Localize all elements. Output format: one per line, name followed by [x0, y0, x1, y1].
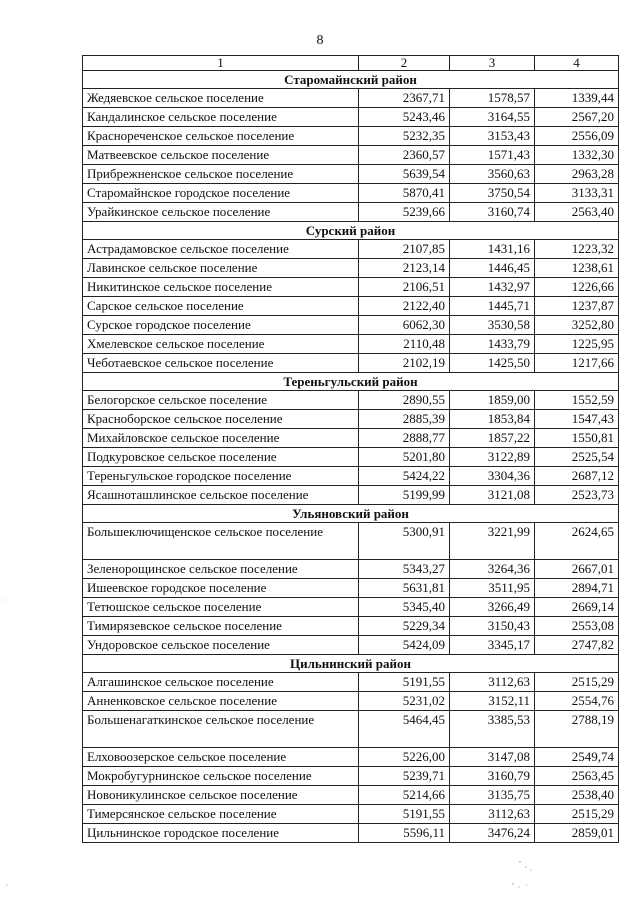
value-col3-cell: 3385,53 [450, 711, 535, 748]
settlement-name-cell: Сарское сельское поселение [83, 297, 359, 316]
column-number: 3 [450, 56, 535, 71]
value-col2-cell: 5631,81 [359, 579, 450, 598]
district-title: Сурский район [83, 222, 619, 240]
value-col2-cell: 2110,48 [359, 335, 450, 354]
settlement-name-cell: Хмелевское сельское поселение [83, 335, 359, 354]
value-col4-cell: 1547,43 [535, 410, 619, 429]
value-col4-cell: 1217,66 [535, 354, 619, 373]
value-col4-cell: 2553,08 [535, 617, 619, 636]
value-col2-cell: 5231,02 [359, 692, 450, 711]
value-col4-cell: 2563,40 [535, 203, 619, 222]
value-col4-cell: 1339,44 [535, 89, 619, 108]
value-col3-cell: 3160,74 [450, 203, 535, 222]
value-col4-cell: 2859,01 [535, 824, 619, 843]
value-col4-cell: 2523,73 [535, 486, 619, 505]
value-col4-cell: 2894,71 [535, 579, 619, 598]
value-col2-cell: 5232,35 [359, 127, 450, 146]
value-col4-cell: 1237,87 [535, 297, 619, 316]
value-col4-cell: 2687,12 [535, 467, 619, 486]
value-col2-cell: 5424,09 [359, 636, 450, 655]
settlement-name-cell: Елховоозерское сельское поселение [83, 748, 359, 767]
value-col2-cell: 2123,14 [359, 259, 450, 278]
value-col4-cell: 1226,66 [535, 278, 619, 297]
settlement-name-cell: Тимерсянское сельское поселение [83, 805, 359, 824]
value-col4-cell: 2554,76 [535, 692, 619, 711]
value-col3-cell: 3511,95 [450, 579, 535, 598]
value-col4-cell: 3252,80 [535, 316, 619, 335]
value-col3-cell: 3345,17 [450, 636, 535, 655]
settlement-name-cell: Большеключищенское сельское поселение [83, 523, 359, 560]
value-col2-cell: 2102,19 [359, 354, 450, 373]
value-col2-cell: 5464,45 [359, 711, 450, 748]
settlement-name-cell: Тереньгульское городское поселение [83, 467, 359, 486]
value-col2-cell: 2122,40 [359, 297, 450, 316]
settlement-name-cell: Астрадамовское сельское поселение [83, 240, 359, 259]
value-col3-cell: 3266,49 [450, 598, 535, 617]
value-col4-cell: 1332,30 [535, 146, 619, 165]
settlement-name-cell: Никитинское сельское поселение [83, 278, 359, 297]
district-title: Старомайнский район [83, 71, 619, 89]
value-col4-cell: 2525,54 [535, 448, 619, 467]
settlement-name-cell: Тимирязевское сельское поселение [83, 617, 359, 636]
value-col4-cell: 2563,45 [535, 767, 619, 786]
settlement-name-cell: Зеленорощинское сельское поселение [83, 560, 359, 579]
value-col2-cell: 2367,71 [359, 89, 450, 108]
settlement-name-cell: Большенагаткинское сельское поселение [83, 711, 359, 748]
value-col2-cell: 5214,66 [359, 786, 450, 805]
value-col3-cell: 3135,75 [450, 786, 535, 805]
value-col3-cell: 3264,36 [450, 560, 535, 579]
value-col2-cell: 2107,85 [359, 240, 450, 259]
value-col2-cell: 5639,54 [359, 165, 450, 184]
page-number: 8 [316, 33, 324, 48]
value-col4-cell: 2624,65 [535, 523, 619, 560]
value-col4-cell: 2538,40 [535, 786, 619, 805]
settlement-name-cell: Чеботаевское сельское поселение [83, 354, 359, 373]
value-col2-cell: 5191,55 [359, 673, 450, 692]
value-col3-cell: 1446,45 [450, 259, 535, 278]
value-col2-cell: 5191,55 [359, 805, 450, 824]
value-col2-cell: 5201,80 [359, 448, 450, 467]
value-col3-cell: 3750,54 [450, 184, 535, 203]
value-col3-cell: 3560,63 [450, 165, 535, 184]
value-col3-cell: 3304,36 [450, 467, 535, 486]
value-col3-cell: 1431,16 [450, 240, 535, 259]
value-col3-cell: 3164,55 [450, 108, 535, 127]
value-col2-cell: 5239,71 [359, 767, 450, 786]
value-col3-cell: 1432,97 [450, 278, 535, 297]
settlement-name-cell: Ундоровское сельское поселение [83, 636, 359, 655]
settlement-name-cell: Сурское городское поселение [83, 316, 359, 335]
settlement-name-cell: Белогорское сельское поселение [83, 391, 359, 410]
value-col4-cell: 1238,61 [535, 259, 619, 278]
value-col4-cell: 2515,29 [535, 673, 619, 692]
value-col2-cell: 5199,99 [359, 486, 450, 505]
value-col2-cell: 5226,00 [359, 748, 450, 767]
value-col3-cell: 3147,08 [450, 748, 535, 767]
settlement-name-cell: Лавинское сельское поселение [83, 259, 359, 278]
value-col4-cell: 2515,29 [535, 805, 619, 824]
value-col2-cell: 5345,40 [359, 598, 450, 617]
settlement-name-cell: Кандалинское сельское поселение [83, 108, 359, 127]
value-col3-cell: 3221,99 [450, 523, 535, 560]
settlement-name-cell: Старомайнское городское поселение [83, 184, 359, 203]
district-title: Тереньгульский район [83, 373, 619, 391]
value-col2-cell: 2106,51 [359, 278, 450, 297]
value-col3-cell: 3152,11 [450, 692, 535, 711]
value-col3-cell: 3530,58 [450, 316, 535, 335]
value-col3-cell: 1853,84 [450, 410, 535, 429]
value-col3-cell: 3112,63 [450, 805, 535, 824]
value-col3-cell: 3121,08 [450, 486, 535, 505]
settlement-name-cell: Прибрежненское сельское поселение [83, 165, 359, 184]
district-title: Ульяновский район [83, 505, 619, 523]
value-col2-cell: 5870,41 [359, 184, 450, 203]
value-col3-cell: 3153,43 [450, 127, 535, 146]
value-col4-cell: 2556,09 [535, 127, 619, 146]
value-col2-cell: 2885,39 [359, 410, 450, 429]
column-number: 2 [359, 56, 450, 71]
value-col4-cell: 2963,28 [535, 165, 619, 184]
value-col4-cell: 3133,31 [535, 184, 619, 203]
value-col3-cell: 3160,79 [450, 767, 535, 786]
settlement-name-cell: Тетюшское сельское поселение [83, 598, 359, 617]
settlement-name-cell: Михайловское сельское поселение [83, 429, 359, 448]
settlement-name-cell: Ишеевское городское поселение [83, 579, 359, 598]
value-col3-cell: 1425,50 [450, 354, 535, 373]
value-col4-cell: 2667,01 [535, 560, 619, 579]
value-col2-cell: 5424,22 [359, 467, 450, 486]
settlement-name-cell: Красноборское сельское поселение [83, 410, 359, 429]
value-col4-cell: 2747,82 [535, 636, 619, 655]
value-col3-cell: 1578,57 [450, 89, 535, 108]
value-col4-cell: 1550,81 [535, 429, 619, 448]
value-col2-cell: 5343,27 [359, 560, 450, 579]
value-col4-cell: 1225,95 [535, 335, 619, 354]
value-col2-cell: 5239,66 [359, 203, 450, 222]
value-col3-cell: 1445,71 [450, 297, 535, 316]
column-number: 4 [535, 56, 619, 71]
settlement-name-cell: Матвеевское сельское поселение [83, 146, 359, 165]
settlement-name-cell: Подкуровское сельское поселение [83, 448, 359, 467]
value-col3-cell: 1571,43 [450, 146, 535, 165]
value-col4-cell: 2567,20 [535, 108, 619, 127]
value-col4-cell: 2549,74 [535, 748, 619, 767]
district-title: Цильнинский район [83, 655, 619, 673]
value-col2-cell: 5300,91 [359, 523, 450, 560]
column-number: 1 [83, 56, 359, 71]
value-col4-cell: 2669,14 [535, 598, 619, 617]
settlement-name-cell: Мокробугурнинское сельское поселение [83, 767, 359, 786]
value-col4-cell: 2788,19 [535, 711, 619, 748]
value-col3-cell: 3476,24 [450, 824, 535, 843]
value-col2-cell: 2890,55 [359, 391, 450, 410]
value-col3-cell: 1433,79 [450, 335, 535, 354]
settlement-name-cell: Цильнинское городское поселение [83, 824, 359, 843]
value-col2-cell: 5243,46 [359, 108, 450, 127]
settlement-name-cell: Урайкинское сельское поселение [83, 203, 359, 222]
value-col4-cell: 1552,59 [535, 391, 619, 410]
value-col4-cell: 1223,32 [535, 240, 619, 259]
value-col2-cell: 2360,57 [359, 146, 450, 165]
settlement-name-cell: Анненковское сельское поселение [83, 692, 359, 711]
value-col2-cell: 5229,34 [359, 617, 450, 636]
value-col3-cell: 1857,22 [450, 429, 535, 448]
value-col2-cell: 2888,77 [359, 429, 450, 448]
settlement-name-cell: Жедяевское сельское поселение [83, 89, 359, 108]
settlement-name-cell: Краснореченское сельское поселение [83, 127, 359, 146]
settlement-name-cell: Ясашноташлинское сельское поселение [83, 486, 359, 505]
settlement-name-cell: Алгашинское сельское поселение [83, 673, 359, 692]
value-col3-cell: 3122,89 [450, 448, 535, 467]
value-col2-cell: 6062,30 [359, 316, 450, 335]
value-col3-cell: 3112,63 [450, 673, 535, 692]
value-col3-cell: 1859,00 [450, 391, 535, 410]
settlement-name-cell: Новоникулинское сельское поселение [83, 786, 359, 805]
value-col3-cell: 3150,43 [450, 617, 535, 636]
value-col2-cell: 5596,11 [359, 824, 450, 843]
